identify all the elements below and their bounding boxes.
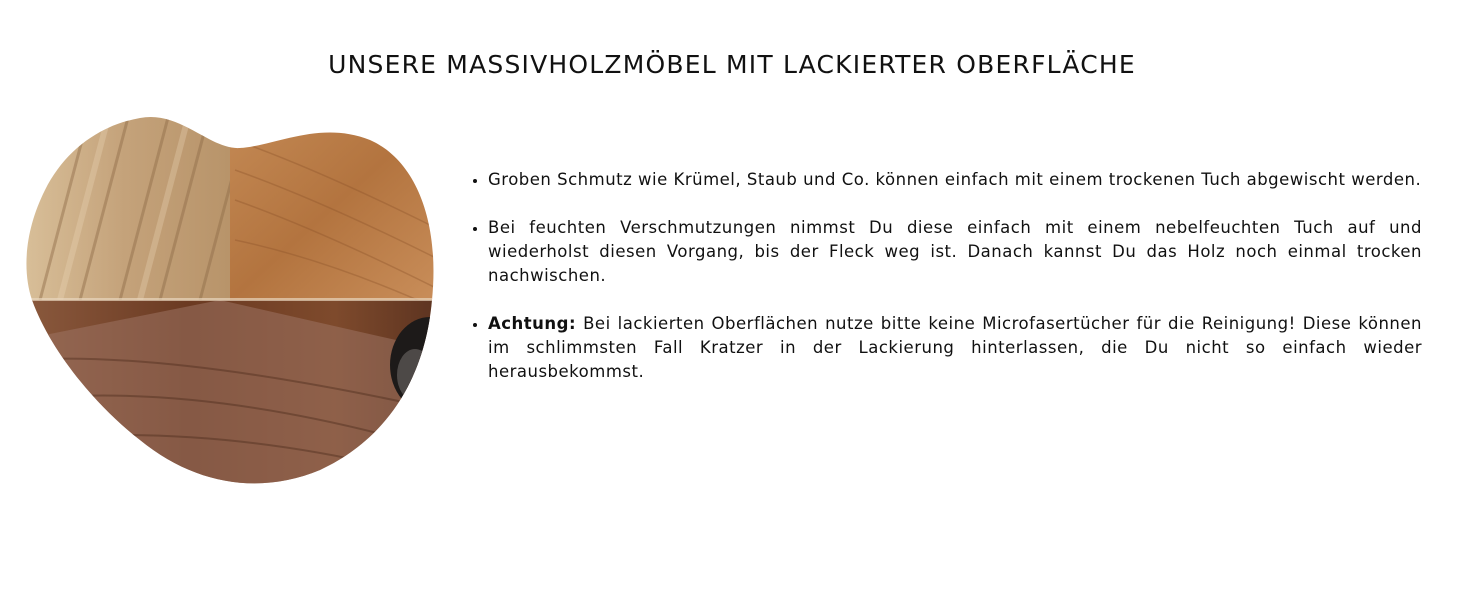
tip-text: Groben Schmutz wie Krümel, Staub und Co. können einfach mit einem trockenen Tuch abgewischt werden. (488, 170, 1422, 189)
tip-text: Bei lackierten Oberflächen nutze bitte keine Microfasertücher für die Reinigung! Diese können im schlimmsten Fall Kratzer in der Lackierung hinterlassen, die Du nicht so einfach wieder herausbekommst. (488, 314, 1422, 381)
light-wood-panel (20, 110, 230, 300)
acacia-wood-panel (230, 110, 440, 300)
list-item (488, 216, 1422, 288)
page-title: UNSERE MASSIVHOLZMÖBEL MIT LACKIERTER OBERFLÄCHE (328, 50, 1136, 79)
list-item (488, 312, 1422, 384)
warning-label: Achtung: (488, 314, 577, 333)
care-tips-list (470, 168, 1422, 408)
wood-collage-image (20, 110, 440, 490)
tip-text: Bei feuchten Verschmutzungen nimmst Du diese einfach mit einem nebelfeuchten Tuch auf und wiederholst diesen Vorgang, bis der Fleck weg ist. Danach kannst Du das Holz noch einmal trocken nachwischen. (488, 218, 1422, 285)
list-item (488, 168, 1422, 192)
wood-blob-svg (20, 110, 440, 490)
